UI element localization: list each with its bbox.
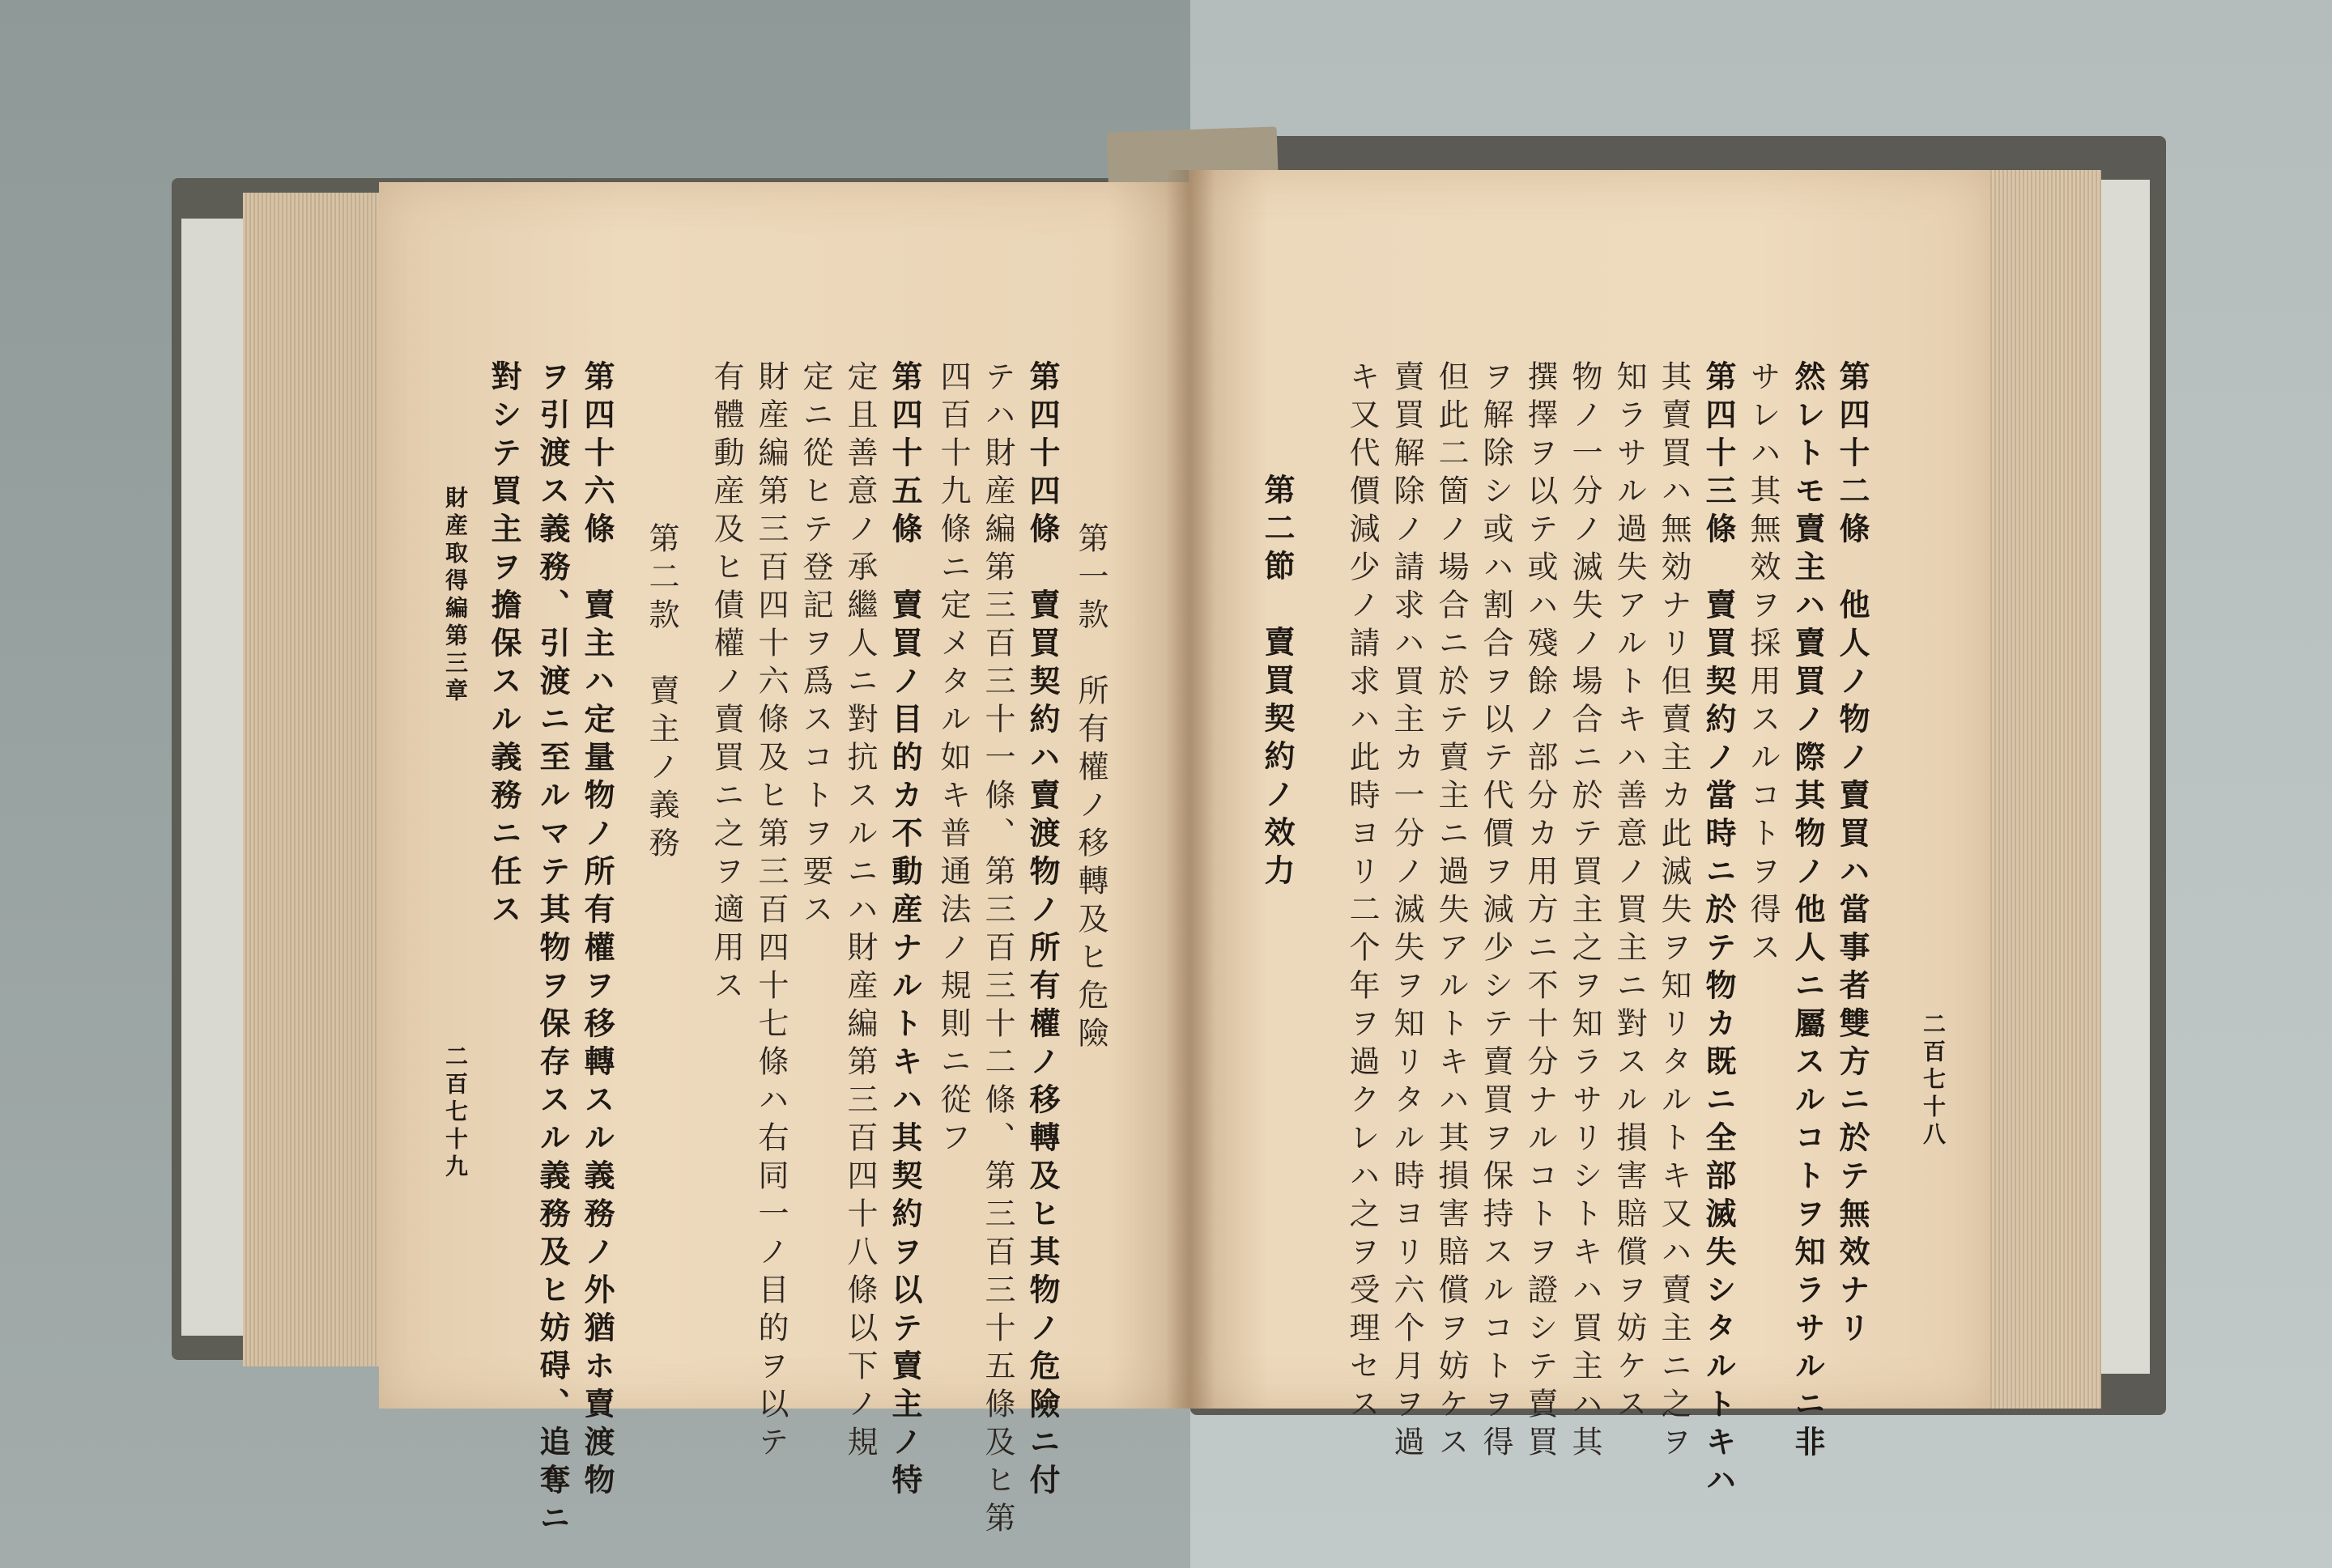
right-col-10: 但此二箇ノ場合ニ於テ賣主ニ過失アルトキハ其損害賠償ヲ妨ケス: [1433, 360, 1469, 1464]
right-col-12: キ又代價減少ノ請求ハ此時ヨリ二个年ヲ過クレハ之ヲ受理セス: [1344, 360, 1380, 1426]
left-col-5: 第四十五條 賣買ノ目的カ不動産ナルトキハ其契約ヲ以テ賣主ノ特: [887, 360, 923, 1502]
endpaper-left: [181, 219, 245, 1336]
left-col-4: 四百十九條ニ定メタル如キ普通法ノ規則ニ從フ: [935, 360, 971, 1159]
left-col-10: 第二款 賣主ノ義務: [644, 522, 679, 865]
left-col-3: テハ財産編第三百三十一條、第三百三十二條、第三百三十五條及ヒ第: [980, 360, 1015, 1540]
right-col-5: 其賣買ハ無効ナリ但賣主カ此滅失ヲ知リタルトキ又ハ賣主ニ之ヲ: [1656, 360, 1692, 1464]
right-col-6: 知ラサル過失アルトキハ善意ノ買主ニ對スル損害賠償ヲ妨ケス: [1611, 360, 1647, 1426]
left-col-12: ヲ引渡ス義務、引渡ニ至ルマテ其物ヲ保存スル義務及ヒ妨碍、追奪ニ: [534, 360, 571, 1540]
left-col-11: 第四十六條 賣主ハ定量物ノ所有權ヲ移轉スル義務ノ外猶ホ賣渡物: [579, 360, 615, 1502]
left-col-2: 第四十四條 賣買契約ハ賣渡物ノ所有權ノ移轉及ヒ其物ノ危險ニ付: [1024, 360, 1061, 1502]
endpaper-right: [2101, 180, 2150, 1374]
right-col-8: 撰擇ヲ以テ或ハ殘餘ノ部分カ用方ニ不十分ナルコトヲ證シテ賣買: [1522, 360, 1558, 1464]
right-col-7: 物ノ一分ノ滅失ノ場合ニ於テ買主之ヲ知ラサリシトキハ買主ハ其: [1567, 360, 1602, 1464]
book-gutter: [1166, 170, 1215, 1409]
right-col-1: 第四十二條 他人ノ物ノ賣買ハ當事者雙方ニ於テ無效ナリ: [1834, 360, 1870, 1349]
right-col-4: 第四十三條 賣買契約ノ當時ニ於テ物カ既ニ全部滅失シタルトキハ: [1700, 360, 1737, 1502]
left-page-number: 二百七十九: [442, 1044, 469, 1182]
right-col-9: ヲ解除シ或ハ割合ヲ以テ代價ヲ減少シテ賣買ヲ保持スルコトヲ得: [1478, 360, 1513, 1464]
left-col-8: 財産編第三百四十六條及ヒ第三百四十七條ハ右同一ノ目的ヲ以テ: [753, 360, 789, 1464]
right-page-number: 二百七十八: [1920, 1012, 1947, 1149]
right-col-11: 賣買解除ノ請求ハ買主カ一分ノ滅失ヲ知リタル時ヨリ六个月ヲ過: [1389, 360, 1424, 1464]
right-section-heading: 第二節 賣買契約ノ效力: [1259, 474, 1296, 892]
right-col-2: 然レトモ賣主ハ賣買ノ際其物ノ他人ニ屬スルコトヲ知ラサルニ非: [1789, 360, 1826, 1464]
right-col-3: サレハ其無效ヲ採用スルコトヲ得ス: [1745, 360, 1781, 969]
left-col-7: 定ニ從ヒテ登記ヲ爲スコトヲ要ス: [798, 360, 833, 931]
left-running-footer: 財産取得編第三章: [442, 486, 469, 706]
left-col-13: 對シテ買主ヲ擔保スル義務ニ任ス: [486, 360, 522, 931]
left-col-1: 第一款 所有權ノ移轉及ヒ危險: [1073, 522, 1109, 1055]
left-col-6: 定且善意ノ承繼人ニ對抗スルニハ財産編第三百四十八條以下ノ規: [842, 360, 878, 1464]
page-edges-left: [243, 193, 389, 1366]
left-col-9: 有體動産及ヒ債權ノ賣買ニ之ヲ適用ス: [709, 360, 744, 1007]
